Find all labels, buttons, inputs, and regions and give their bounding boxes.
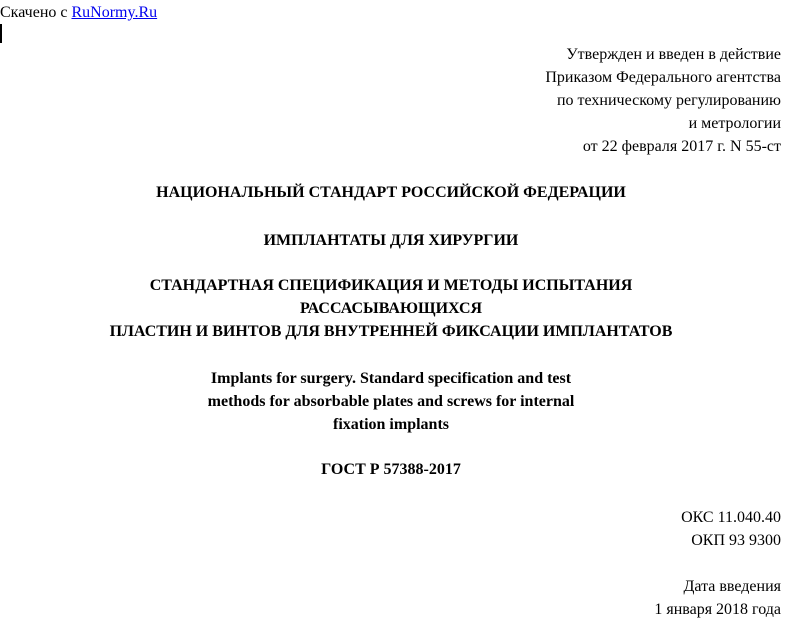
english-title-line: fixation implants [332,416,449,433]
english-title-line: Implants for surgery. Standard specification and test [210,370,572,387]
subject-heading [0,229,782,252]
approval-line: и метрологии [688,115,781,132]
approval-block [545,43,781,158]
text-cursor [0,24,2,43]
document-title [0,274,782,343]
standard-number [0,458,782,481]
standard-number-text: ГОСТ Р 57388-2017 [321,461,461,478]
english-title [0,367,782,436]
introduction-date-block [654,575,781,621]
approval-line: от 22 февраля 2017 г. N 55-ст [582,138,781,155]
national-standard-text: НАЦИОНАЛЬНЫЙ СТАНДАРТ РОССИЙСКОЙ ФЕДЕРАЦИИ [156,184,626,201]
introduction-label: Дата введения [683,578,781,595]
oks-code: ОКС 11.040.40 [681,509,781,526]
introduction-date: 1 января 2018 года [654,601,781,618]
approval-line: Приказом Федерального агентства [545,69,781,86]
source-note [0,1,157,24]
title-line: СТАНДАРТНАЯ СПЕЦИФИКАЦИЯ И МЕТОДЫ ИСПЫТАНИЯ [149,277,633,294]
approval-line: по техническому регулированию [556,92,781,109]
english-title-line: methods for absorbable plates and screws for internal [207,393,575,410]
title-line: ПЛАСТИН И ВИНТОВ ДЛЯ ВНУТРЕННЕЙ ФИКСАЦИИ ИМПЛАНТАТОВ [109,323,673,340]
subject-text: ИМПЛАНТАТЫ ДЛЯ ХИРУРГИИ [263,232,519,249]
source-prefix: Скачено с [0,4,72,21]
classification-block [681,506,781,552]
runormy-link[interactable]: RuNormy.Ru [71,4,158,21]
approval-line: Утвержден и введен в действие [566,46,781,63]
national-standard-heading [0,181,782,204]
title-line: РАССАСЫВАЮЩИХСЯ [299,300,483,317]
okp-code: ОКП 93 9300 [691,532,781,549]
